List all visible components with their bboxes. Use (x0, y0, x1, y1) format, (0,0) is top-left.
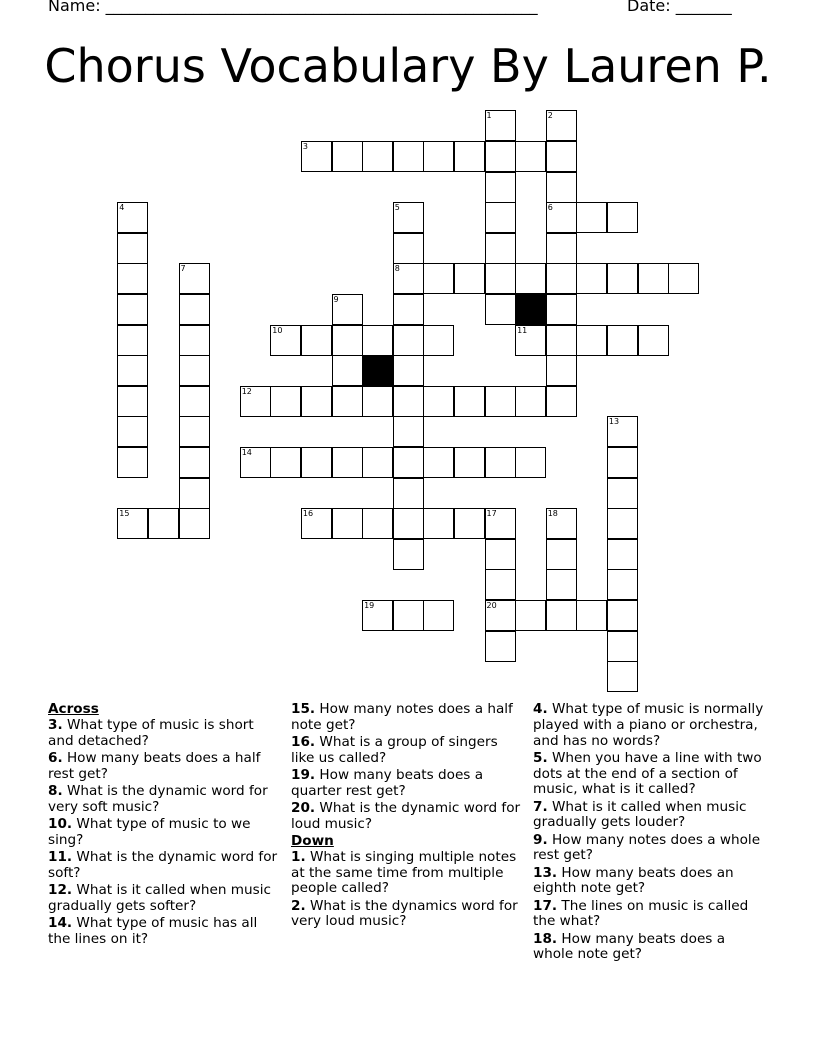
clue-num: 12. (48, 881, 73, 898)
clue-number: 6 (547, 203, 553, 213)
grid-cell[interactable] (515, 141, 546, 172)
down-clue (291, 850, 523, 897)
grid-cell[interactable] (393, 233, 424, 264)
grid-cell[interactable] (485, 569, 516, 600)
clue-text: How many beats does a quarter rest get? (291, 766, 484, 799)
down-clue (533, 866, 765, 898)
grid-cell[interactable] (546, 508, 577, 539)
grid-cell[interactable] (117, 355, 148, 386)
grid-cell[interactable] (301, 141, 332, 172)
clue-text: What is singing multiple notes at the same time from multiple people called? (291, 848, 517, 897)
grid-cell[interactable] (546, 202, 577, 233)
clue-number: 11 (517, 325, 528, 335)
clue-number: 1 (486, 111, 492, 121)
clue-number: 17 (486, 509, 497, 519)
clue-text: How many notes does a half note get? (291, 701, 513, 733)
clue-num: 3. (48, 716, 63, 733)
grid-cell[interactable] (546, 325, 577, 356)
down-clue (533, 932, 765, 964)
grid-cell[interactable] (179, 416, 210, 447)
grid-cell[interactable] (301, 508, 332, 539)
clue-number: 3 (302, 141, 308, 151)
page-title: Chorus Vocabulary By Lauren P. (44, 39, 772, 93)
grid-cell[interactable] (607, 202, 638, 233)
grid-cell[interactable] (179, 386, 210, 417)
across-clue (48, 718, 280, 750)
clue-num: 9. (533, 831, 548, 848)
grid-cell[interactable] (393, 478, 424, 509)
clue-number: 8 (394, 264, 400, 274)
down-clue (533, 702, 765, 749)
clue-num: 14. (48, 914, 73, 931)
clue-number: 13 (608, 417, 620, 427)
clue-num: 2. (291, 897, 306, 914)
grid-cell[interactable] (393, 325, 424, 356)
clue-num: 13. (533, 864, 558, 881)
grid-cell[interactable] (393, 508, 424, 539)
grid-cell[interactable] (393, 294, 424, 325)
grid-cell[interactable] (607, 661, 638, 692)
grid-cell[interactable] (607, 478, 638, 509)
grid-cell[interactable] (393, 141, 424, 172)
grid-cell[interactable] (607, 539, 638, 570)
grid-cell[interactable] (117, 447, 148, 478)
clue-number: 18 (547, 509, 558, 519)
grid-cell[interactable] (546, 233, 577, 264)
grid-cell[interactable] (393, 263, 424, 294)
grid-cell[interactable] (485, 386, 516, 417)
clue-text: What type of music to we sing? (48, 815, 251, 848)
clue-text: What type of music is short and detached? (48, 716, 254, 749)
grid-cell[interactable] (179, 447, 210, 478)
grid-cell[interactable] (423, 447, 454, 478)
clue-num: 4. (533, 701, 548, 717)
grid-cell[interactable] (668, 263, 699, 294)
grid-cell[interactable] (179, 325, 210, 356)
across-clue (48, 850, 280, 882)
grid-cell[interactable] (515, 263, 546, 294)
grid-cell[interactable] (393, 202, 424, 233)
grid-cell[interactable] (117, 416, 148, 447)
clue-num: 16. (291, 733, 316, 750)
clue-number: 9 (333, 294, 339, 304)
clue-text: How many notes does a whole rest get? (533, 831, 761, 864)
clue-num: 1. (291, 848, 306, 865)
grid-cell[interactable] (607, 508, 638, 539)
grid-cell[interactable] (485, 263, 516, 294)
grid-cell[interactable] (423, 600, 454, 631)
clue-text: What is it called when music gradually gets louder? (533, 798, 747, 831)
grid-cell[interactable] (454, 263, 485, 294)
across-clue (48, 784, 280, 816)
grid-cell[interactable] (301, 386, 332, 417)
grid-cell[interactable] (362, 508, 393, 539)
grid-cell[interactable] (423, 141, 454, 172)
grid-cell[interactable] (485, 447, 516, 478)
grid-cell[interactable] (270, 447, 301, 478)
clue-text: What is the dynamic word for very soft music? (48, 782, 268, 815)
grid-cell[interactable] (393, 416, 424, 447)
grid-cell[interactable] (485, 508, 516, 539)
grid-cell[interactable] (546, 172, 577, 203)
across-clue (48, 883, 280, 915)
clue-num: 18. (533, 930, 558, 947)
clue-text: What is the dynamic word for soft? (48, 848, 278, 881)
grid-cell[interactable] (485, 233, 516, 264)
clue-text: When you have a line with two dots at the end of a section of music, what is it called? (533, 749, 762, 798)
grid-cell[interactable] (301, 325, 332, 356)
grid-cell[interactable] (240, 386, 271, 417)
clue-number: 15 (119, 509, 130, 519)
grid-cell[interactable] (117, 263, 148, 294)
grid-cell[interactable] (240, 447, 271, 478)
clue-num: 17. (533, 897, 558, 914)
grid-cell[interactable] (117, 386, 148, 417)
grid-cell[interactable] (179, 263, 210, 294)
across-clue (291, 702, 523, 734)
clue-num: 5. (533, 749, 548, 766)
grid-cell[interactable] (117, 325, 148, 356)
grid-cell[interactable] (423, 263, 454, 294)
grid-cell[interactable] (546, 294, 577, 325)
down-clue (533, 751, 765, 798)
down-heading: Down (291, 832, 334, 849)
across-clue (291, 735, 523, 767)
grid-cell[interactable] (454, 386, 485, 417)
grid-cell[interactable] (576, 263, 607, 294)
grid-cell[interactable] (515, 600, 546, 631)
grid-cell[interactable] (117, 202, 148, 233)
across-clue (291, 768, 523, 800)
grid-cell[interactable] (607, 416, 638, 447)
grid-cell[interactable] (179, 478, 210, 509)
across-clue (48, 916, 280, 948)
clue-number: 2 (547, 111, 553, 121)
clue-num: 11. (48, 848, 73, 865)
clue-text: What is the dynamics word for very loud music? (291, 897, 518, 930)
clue-column-1 (48, 702, 280, 949)
clue-number: 7 (180, 264, 186, 274)
clue-text: How many beats does an eighth note get? (533, 864, 734, 897)
grid-cell[interactable] (607, 325, 638, 356)
grid-cell[interactable] (179, 508, 210, 539)
grid-cell[interactable] (485, 600, 516, 631)
across-clue (48, 751, 280, 783)
grid-cell[interactable] (485, 202, 516, 233)
grid-cell[interactable] (148, 508, 179, 539)
grid-cell[interactable] (607, 447, 638, 478)
grid-cell[interactable] (362, 141, 393, 172)
clue-text: How many beats does a whole note get? (533, 930, 726, 963)
black-square (362, 355, 393, 386)
clue-text: What is a group of singers like us called? (291, 733, 498, 766)
grid-cell[interactable] (117, 294, 148, 325)
grid-cell[interactable] (270, 325, 301, 356)
grid-cell[interactable] (546, 600, 577, 631)
clue-text: What is the dynamic word for loud music? (291, 799, 521, 832)
down-clue (533, 899, 765, 931)
grid-cell[interactable] (393, 386, 424, 417)
grid-cell[interactable] (638, 325, 669, 356)
grid-cell[interactable] (301, 447, 332, 478)
grid-cell[interactable] (332, 325, 363, 356)
grid-cell[interactable] (362, 600, 393, 631)
grid-cell[interactable] (332, 508, 363, 539)
grid-cell[interactable] (332, 386, 363, 417)
clue-number: 16 (302, 509, 314, 519)
across-clue (48, 817, 280, 849)
clue-num: 19. (291, 766, 316, 783)
clue-column-3 (533, 702, 765, 964)
grid-cell[interactable] (393, 355, 424, 386)
grid-cell[interactable] (332, 355, 363, 386)
grid-cell[interactable] (576, 325, 607, 356)
clue-num: 10. (48, 815, 73, 832)
grid-cell[interactable] (607, 631, 638, 662)
grid-cell[interactable] (485, 631, 516, 662)
grid-cell[interactable] (179, 294, 210, 325)
black-square (515, 294, 546, 325)
clue-column-2 (291, 702, 523, 932)
grid-cell[interactable] (454, 141, 485, 172)
clue-number: 20 (486, 600, 497, 610)
grid-cell[interactable] (485, 294, 516, 325)
grid-cell[interactable] (607, 569, 638, 600)
clue-num: 20. (291, 799, 316, 816)
grid-cell[interactable] (546, 110, 577, 141)
grid-cell[interactable] (393, 600, 424, 631)
clue-text: What type of music has all the lines on it? (48, 914, 258, 947)
grid-cell[interactable] (546, 263, 577, 294)
grid-cell[interactable] (179, 355, 210, 386)
grid-cell[interactable] (362, 325, 393, 356)
grid-cell[interactable] (270, 386, 301, 417)
grid-cell[interactable] (423, 386, 454, 417)
clue-number: 14 (241, 447, 252, 457)
grid-cell[interactable] (546, 355, 577, 386)
clue-number: 12 (241, 386, 252, 396)
grid-cell[interactable] (546, 141, 577, 172)
grid-cell[interactable] (117, 233, 148, 264)
grid-cell[interactable] (546, 539, 577, 570)
grid-cell[interactable] (515, 325, 546, 356)
clue-number: 10 (272, 325, 283, 335)
grid-cell[interactable] (454, 508, 485, 539)
grid-cell[interactable] (423, 508, 454, 539)
grid-cell[interactable] (485, 141, 516, 172)
grid-cell[interactable] (454, 447, 485, 478)
clue-number: 5 (394, 203, 400, 213)
clue-num: 7. (533, 798, 548, 815)
grid-cell[interactable] (393, 447, 424, 478)
grid-cell[interactable] (332, 141, 363, 172)
grid-cell[interactable] (117, 508, 148, 539)
grid-cell[interactable] (638, 263, 669, 294)
grid-cell[interactable] (546, 386, 577, 417)
grid-cell[interactable] (362, 386, 393, 417)
name-field[interactable]: Name: ______________________________________________________ (48, 0, 538, 15)
clue-num: 8. (48, 782, 63, 799)
down-clue (533, 833, 765, 865)
grid-cell[interactable] (546, 569, 577, 600)
across-clue (291, 801, 523, 833)
grid-cell[interactable] (607, 263, 638, 294)
clue-number: 19 (364, 600, 375, 610)
clue-text: The lines on music is called the what? (533, 897, 749, 930)
grid-cell[interactable] (485, 539, 516, 570)
date-field[interactable]: Date: _______ (627, 0, 732, 15)
grid-cell[interactable] (485, 172, 516, 203)
grid-cell[interactable] (423, 325, 454, 356)
clue-text: How many beats does a half rest get? (48, 749, 261, 782)
clue-number: 4 (119, 203, 125, 213)
grid-cell[interactable] (485, 110, 516, 141)
down-clue (291, 899, 523, 931)
grid-cell[interactable] (607, 600, 638, 631)
down-clue (533, 800, 765, 832)
grid-cell[interactable] (576, 600, 607, 631)
clue-num: 15. (291, 701, 316, 717)
grid-cell[interactable] (393, 539, 424, 570)
grid-cell[interactable] (515, 447, 546, 478)
grid-cell[interactable] (332, 447, 363, 478)
clue-text: What type of music is normally played with a piano or orchestra, and has no words? (533, 701, 764, 749)
grid-cell[interactable] (515, 386, 546, 417)
clue-num: 6. (48, 749, 63, 766)
grid-cell[interactable] (332, 294, 363, 325)
grid-cell[interactable] (362, 447, 393, 478)
grid-cell[interactable] (576, 202, 607, 233)
clue-text: What is it called when music gradually gets softer? (48, 881, 271, 914)
across-heading: Across (48, 701, 99, 717)
